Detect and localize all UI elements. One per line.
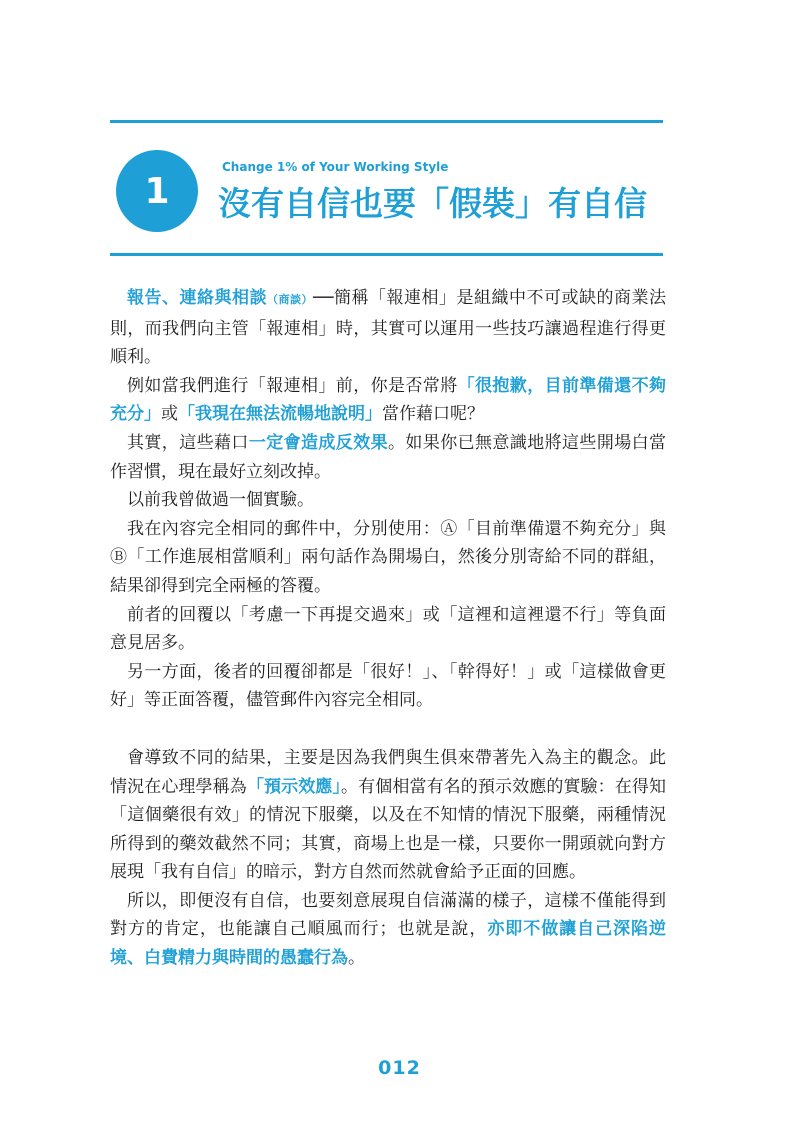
- text-run: 其實，這些藉口: [127, 432, 249, 453]
- highlighted-text: 一定會造成反效果: [248, 432, 389, 453]
- header-divider: [110, 253, 663, 256]
- top-divider: [110, 120, 663, 123]
- highlighted-text: （商談）: [267, 293, 314, 306]
- paragraph: [110, 744, 666, 887]
- text-run: 。: [348, 948, 365, 969]
- chapter-number: 1: [144, 170, 170, 212]
- text-run: 以前我曾做過一個實驗。: [127, 490, 314, 511]
- page-number: 012: [378, 1057, 421, 1079]
- text-run: 所以，即便沒有自信，也要刻意展現自信滿滿的樣子，這樣不僅能得到對方的肯定，也能讓自己順風而行；也就是說，: [110, 890, 666, 940]
- body-text: [110, 284, 666, 973]
- highlighted-text: 「預示效應」: [246, 776, 342, 797]
- text-run: 或: [161, 404, 178, 425]
- text-run: 前者的回覆以「考慮一下再提交過來」或「這裡和這裡還不行」等負面意見居多。: [110, 604, 666, 654]
- paragraph: [110, 284, 666, 372]
- paragraph: [110, 429, 666, 486]
- highlighted-text: 亦即不做讓自己深陷逆境、白費精力與時間的愚蠢行為: [110, 919, 667, 969]
- highlighted-text: 「我現在無法流暢地說明」: [178, 404, 382, 425]
- text-run: ──簡稱「報連相」是組織中不可或缺的商業法則，而我們向主管「報連相」時，其實可以運用一些技巧讓過程進行得更順利。: [110, 288, 667, 368]
- text-run: 例如當我們進行「報連相」前，你是否常將: [127, 375, 458, 396]
- highlighted-text: 「很抱歉，目前準備還不夠充分」: [110, 375, 667, 425]
- paragraph: [110, 372, 666, 429]
- highlighted-text: 報告、連絡與相談: [127, 288, 268, 308]
- text-run: 。有個相當有名的預示效應的實驗：在得知「這個藥很有效」的情況下服藥，以及在不知情的情況下服藥，兩種情況所得到的藥效截然不同；其實，商場上也是一樣，只要你一開頭就向對方展現「我有自信」的暗示，對方自然而然就會給予正面的回應。: [110, 776, 666, 883]
- text-run: 會導致不同的結果，主要是因為我們與生俱來帶著先入為主的觀念。此情況在心理學稱為: [110, 747, 666, 797]
- chapter-title: 沒有自信也要「假裝」有自信: [218, 184, 647, 223]
- paragraph: [110, 515, 666, 601]
- chapter-number-badge: [116, 150, 198, 232]
- paragraph: [110, 486, 666, 515]
- paragraph: [110, 658, 666, 715]
- text-run: 當作藉口呢？: [382, 404, 484, 425]
- paragraph: [110, 887, 666, 973]
- series-label: Change 1% of Your Working Style: [222, 160, 449, 174]
- text-run: 另一方面，後者的回覆卻都是「很好！」、「幹得好！」或「這樣做會更好」等正面答覆，儘管郵件內容完全相同。: [110, 661, 666, 711]
- text-run: 。如果你已無意識地將這些開場白當作習慣，現在最好立刻改掉。: [110, 432, 667, 482]
- text-run: 我在內容完全相同的郵件中，分別使用：Ⓐ「目前準備還不夠充分」與Ⓑ「工作進展相當順利」兩句話作為開場白，然後分別寄給不同的群組，結果卻得到完全兩極的答覆。: [110, 518, 666, 596]
- paragraph: [110, 601, 666, 658]
